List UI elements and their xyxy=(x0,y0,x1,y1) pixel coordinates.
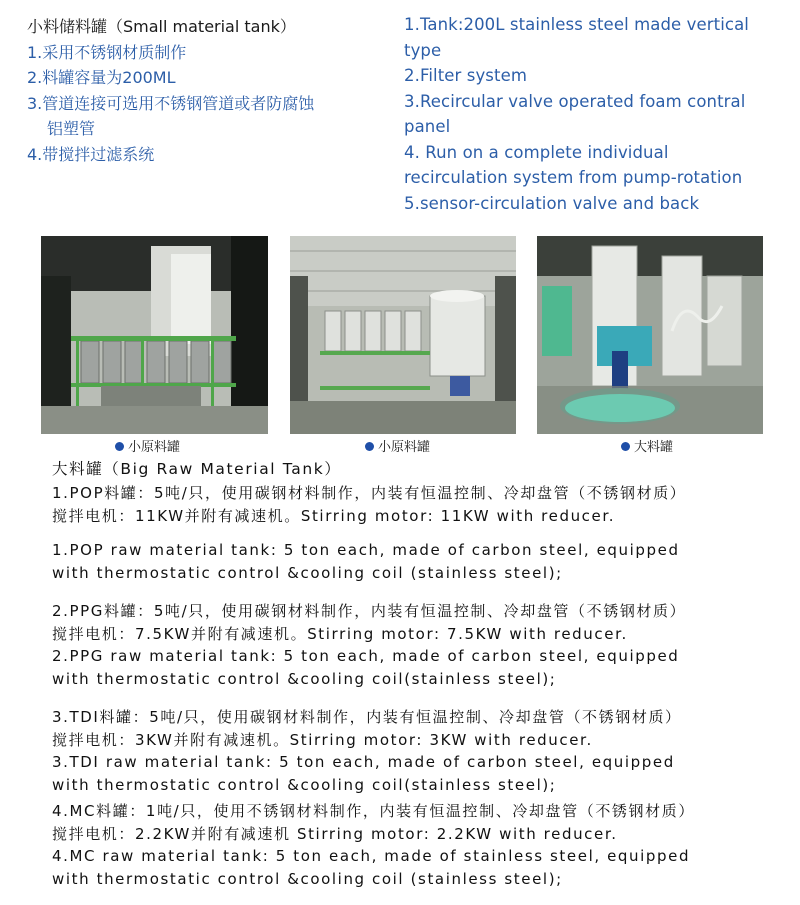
cn-item-2: 2.料罐容量为200ML xyxy=(27,68,176,87)
big-tank-line-7: 2.PPG raw material tank: 5 ton each, made of carbon steel, equipped xyxy=(52,647,680,665)
big-tank-line-13: 4.MC料罐：1吨/只，使用不锈钢材料制作，内装有恒温控制、冷却盘管（不锈钢材质） xyxy=(52,802,695,820)
big-tank-line-12: with thermostatic control &cooling coil(stainless steel); xyxy=(52,776,557,794)
big-tank-line-2: 搅拌电机：11KW并附有减速机。Stirring motor: 11KW with reducer. xyxy=(52,507,616,525)
en-line-8: 5.sensor-circulation valve and back xyxy=(404,193,700,213)
big-tank-line-10: 搅拌电机：3KW并附有减速机。Stirring motor: 3KW with reducer. xyxy=(52,731,593,749)
big-tank-line-15: 4.MC raw material tank: 5 ton each, made of stainless steel, equipped xyxy=(52,847,691,865)
big-tank-line-11: 3.TDI raw material tank: 5 ton each, made of carbon steel, equipped xyxy=(52,753,675,771)
big-tank-line-5: 2.PPG料罐：5吨/只，使用碳钢材料制作，内装有恒温控制、冷却盘管（不锈钢材质） xyxy=(52,602,687,620)
en-line-1: 1.Tank:200L stainless steel made vertical xyxy=(404,15,749,34)
photo-big-tanks xyxy=(537,236,763,434)
big-tank-line-1: 1.POP料罐：5吨/只，使用碳钢材料制作，内装有恒温控制、冷却盘管（不锈钢材质） xyxy=(52,484,687,502)
big-tank-line-4: with thermostatic control &cooling coil (stainless steel); xyxy=(52,564,563,582)
en-line-2: type xyxy=(404,40,442,60)
big-tank-line-8: with thermostatic control &cooling coil(stainless steel); xyxy=(52,670,557,688)
photo-small-tanks-1 xyxy=(41,236,268,434)
en-line-6: 4. Run on a complete individual xyxy=(404,142,669,162)
small-tank-cn-block xyxy=(27,14,387,167)
en-line-5: panel xyxy=(404,117,451,136)
cn-item-3: 3.管道连接可选用不锈钢管道或者防腐蚀 xyxy=(27,93,315,113)
big-tank-line-16: with thermostatic control &cooling coil (stainless steel); xyxy=(52,870,563,888)
bullet-icon xyxy=(621,442,630,451)
cn-item-1: 1.采用不锈钢材质制作 xyxy=(27,42,187,62)
big-tank-line-14: 搅拌电机：2.2KW并附有减速机 Stirring motor: 2.2KW with reducer. xyxy=(52,825,618,843)
cn-item-4: 4.带搅拌过滤系统 xyxy=(27,144,155,164)
bullet-icon xyxy=(365,442,374,451)
en-line-3: 2.Filter system xyxy=(404,66,528,85)
photo-small-tanks-2 xyxy=(290,236,516,434)
big-tank-line-6: 搅拌电机：7.5KW并附有减速机。Stirring motor: 7.5KW with reducer. xyxy=(52,625,628,643)
small-tank-en-block xyxy=(404,12,796,216)
big-tank-line-9: 3.TDI料罐：5吨/只，使用碳钢材料制作，内装有恒温控制、冷却盘管（不锈钢材质） xyxy=(52,708,682,726)
small-tank-title: 小料储料罐（Small material tank） xyxy=(27,17,296,36)
factory-photo-icon xyxy=(537,236,763,434)
cn-item-3-cont: 铝塑管 xyxy=(47,119,96,138)
photo-caption-3: 大料罐 xyxy=(621,440,673,456)
big-tank-line-3: 1.POP raw material tank: 5 ton each, made of carbon steel, equipped xyxy=(52,541,680,559)
big-tank-title: 大料罐（Big Raw Material Tank） xyxy=(52,460,342,478)
en-line-7: recirculation system from pump-rotation xyxy=(404,168,743,187)
en-line-4: 3.Recircular valve operated foam contral xyxy=(404,91,746,111)
photo-caption-2: 小原料罐 xyxy=(365,440,430,456)
factory-photo-icon xyxy=(41,236,268,434)
photo-caption-1: 小原料罐 xyxy=(115,440,180,456)
bullet-icon xyxy=(115,442,124,451)
factory-photo-icon xyxy=(290,236,516,434)
